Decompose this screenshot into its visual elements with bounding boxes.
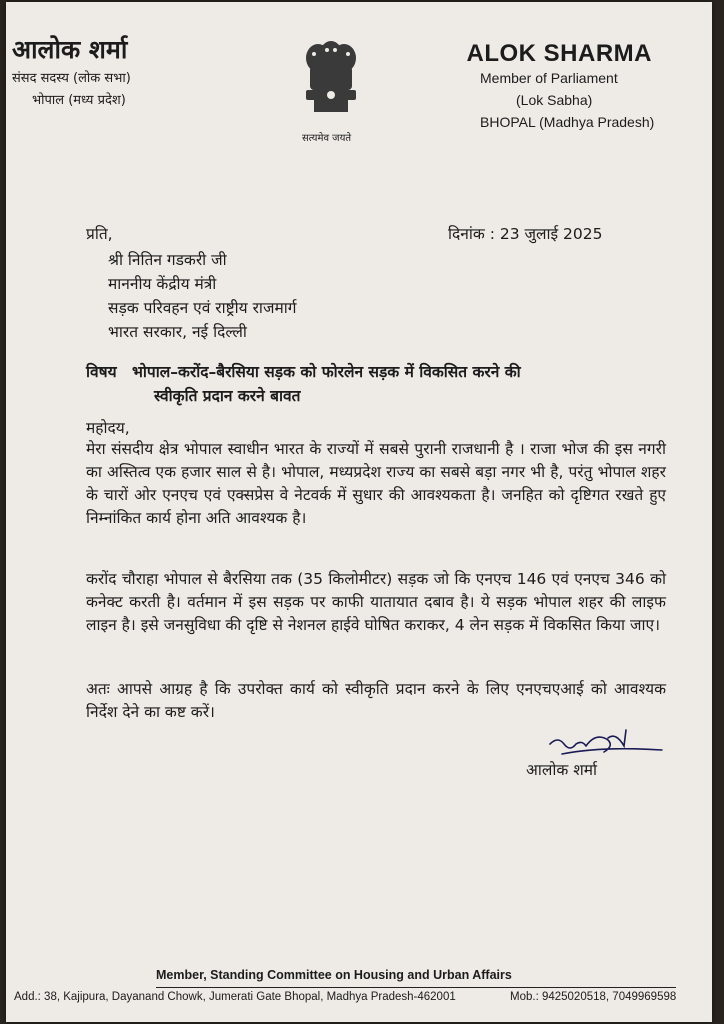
- paragraph-1: मेरा संसदीय क्षेत्र भोपाल स्वाधीन भारत के राज्यों में सबसे पुरानी राजधानी है । राजा भोज की इस नगरी का अस्तित्व एक हजार साल से है। भोपाल, मध्यप्रदेश राज्य का सबसे बड़ा नगर भी है, परंतु भोपाल शहर के चारों ओर एनएच एवं एक्सप्रेस वे नेटवर्क में सुधार की आवश्यकता है। जनहित को दृष्टिगत रखते हुए निम्नांकित कार्य होना अति आवश्यक है।: [86, 440, 666, 527]
- paragraph-3: अतः आपसे आग्रह है कि उपरोक्त कार्य को स्वीकृति प्रदान करने के लिए एनएचएआई को आवश्यक निर्देश देने का कष्ट करें।: [86, 680, 666, 721]
- footer-address: Add.: 38, Kajipura, Dayanand Chowk, Jumerati Gate Bhopal, Madhya Pradesh-462001: [14, 991, 456, 1003]
- subject-line-1: भोपाल–करोंद–बैरसिया सड़क को फोरलेन सड़क में विकसित करने की: [132, 363, 521, 381]
- recipient-ministry: सड़क परिवहन एवं राष्ट्रीय राजमार्ग: [108, 299, 297, 317]
- letterhead-house-english: (Lok Sabha): [516, 92, 593, 108]
- greeting: महोदय,: [86, 419, 130, 437]
- letterhead-title-english: Member of Parliament: [480, 70, 618, 86]
- national-emblem-icon: [296, 36, 366, 126]
- emblem-motto: सत्यमेव जयते: [302, 133, 352, 144]
- letterhead-place-english: BHOPAL (Madhya Pradesh): [480, 114, 655, 130]
- footer-mobile: Mob.: 9425020518, 7049969598: [510, 991, 677, 1003]
- recipient-to: प्रति,: [86, 225, 113, 243]
- letterhead-place-hindi: भोपाल (मध्य प्रदेश): [32, 93, 126, 108]
- letter-date: दिनांक : 23 जुलाई 2025: [448, 225, 603, 243]
- recipient-designation: माननीय केंद्रीय मंत्री: [108, 275, 217, 293]
- letterhead-name-english: ALOK SHARMA: [466, 40, 652, 67]
- recipient-government: भारत सरकार, नई दिल्ली: [108, 323, 247, 341]
- footer-divider: [156, 987, 676, 988]
- recipient-name: श्री नितिन गडकरी जी: [108, 251, 227, 269]
- subject-label: विषय: [86, 363, 117, 381]
- letter-page: [6, 2, 712, 1022]
- signatory-name: आलोक शर्मा: [526, 761, 598, 779]
- subject-line-2: स्वीकृति प्रदान करने बावत: [154, 387, 301, 405]
- letterhead-name-hindi: आलोक शर्मा: [12, 35, 128, 64]
- footer-committee: Member, Standing Committee on Housing and Urban Affairs: [156, 968, 512, 982]
- paragraph-2: करोंद चौराहा भोपाल से बैरसिया तक (35 किलोमीटर) सड़क जो कि एनएच 146 एवं एनएच 346 को कनेक्ट करती है। वर्तमान में इस सड़क पर काफी यातायात दबाव है। ये सड़क भोपाल शहर की लाइफ लाइन है। इसे जनसुविधा की दृष्टि से नेशनल हाईवे घोषित कराकर, 4 लेन सड़क में विकसित किया जाए।: [86, 570, 666, 634]
- letterhead-title-hindi: संसद सदस्य (लोक सभा): [12, 71, 131, 86]
